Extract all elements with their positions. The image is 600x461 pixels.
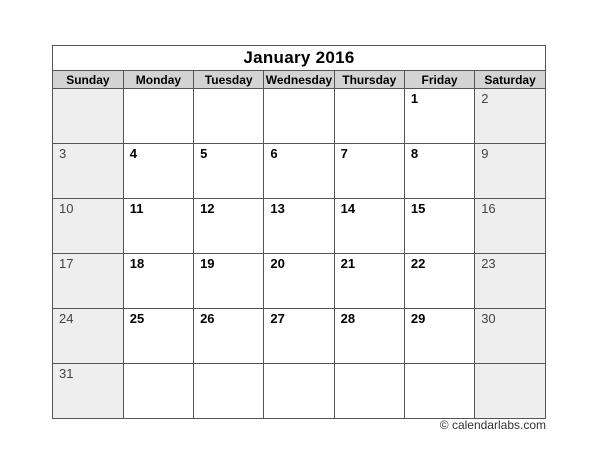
day-number: 17 bbox=[59, 256, 74, 271]
day-cell bbox=[53, 89, 123, 144]
week-row bbox=[53, 89, 545, 144]
day-cell bbox=[194, 309, 264, 364]
weekday-header-tuesday: Tuesday bbox=[194, 71, 264, 89]
day-cell bbox=[123, 309, 193, 364]
calendar-title: January 2016 bbox=[53, 46, 545, 71]
day-cell bbox=[475, 199, 545, 254]
day-cell bbox=[475, 309, 545, 364]
day-number: 20 bbox=[270, 256, 285, 271]
weekday-header-friday: Friday bbox=[404, 71, 474, 89]
day-cell bbox=[475, 364, 545, 419]
day-cell bbox=[475, 89, 545, 144]
day-number: 22 bbox=[410, 256, 426, 271]
day-number bbox=[194, 364, 263, 366]
day-cell bbox=[264, 89, 334, 144]
day-cell bbox=[404, 89, 474, 144]
weekday-header-monday: Monday bbox=[123, 71, 193, 89]
day-cell bbox=[123, 254, 193, 309]
day-cell bbox=[334, 364, 404, 419]
day-cell bbox=[404, 364, 474, 419]
day-number bbox=[335, 364, 404, 366]
week-row bbox=[53, 364, 545, 419]
day-cell bbox=[123, 364, 193, 419]
day-cell bbox=[264, 254, 334, 309]
day-cell bbox=[264, 144, 334, 199]
calendar bbox=[52, 45, 546, 419]
day-number: 11 bbox=[129, 201, 144, 216]
day-cell bbox=[53, 364, 123, 419]
day-number: 28 bbox=[340, 311, 356, 326]
day-number: 7 bbox=[340, 146, 348, 161]
day-number: 9 bbox=[481, 146, 489, 161]
day-number: 14 bbox=[340, 201, 356, 216]
day-cell bbox=[334, 254, 404, 309]
day-number: 18 bbox=[129, 256, 145, 271]
day-cell bbox=[404, 199, 474, 254]
day-cell bbox=[123, 199, 193, 254]
day-cell bbox=[334, 89, 404, 144]
day-number: 13 bbox=[270, 201, 285, 216]
day-number: 15 bbox=[410, 201, 426, 216]
day-number: 5 bbox=[200, 146, 208, 161]
copyright-footer: © calendarlabs.com bbox=[439, 418, 546, 432]
day-number: 3 bbox=[59, 146, 67, 161]
day-number: 10 bbox=[59, 201, 74, 216]
day-number bbox=[335, 89, 404, 91]
day-number: 19 bbox=[200, 256, 215, 271]
day-cell bbox=[334, 199, 404, 254]
day-number: 25 bbox=[129, 311, 145, 326]
day-cell bbox=[194, 254, 264, 309]
day-number: 23 bbox=[481, 256, 496, 271]
day-cell bbox=[53, 144, 123, 199]
day-number: 8 bbox=[410, 146, 419, 161]
day-cell bbox=[53, 309, 123, 364]
day-cell bbox=[264, 199, 334, 254]
day-number: 27 bbox=[270, 311, 285, 326]
day-cell bbox=[194, 89, 264, 144]
day-number: 12 bbox=[200, 201, 215, 216]
day-cell bbox=[334, 309, 404, 364]
day-cell bbox=[334, 144, 404, 199]
day-number: 31 bbox=[59, 366, 74, 381]
day-cell bbox=[475, 254, 545, 309]
day-cell bbox=[123, 89, 193, 144]
day-cell bbox=[194, 199, 264, 254]
day-number: 1 bbox=[410, 91, 419, 106]
day-cell bbox=[404, 144, 474, 199]
day-cell bbox=[404, 254, 474, 309]
day-cell bbox=[194, 144, 264, 199]
weekday-header-saturday: Saturday bbox=[475, 71, 545, 89]
week-row bbox=[53, 309, 545, 364]
weekday-header-sunday: Sunday bbox=[53, 71, 123, 89]
day-number bbox=[194, 89, 263, 91]
weekday-header-thursday: Thursday bbox=[334, 71, 404, 89]
day-cell bbox=[194, 364, 264, 419]
day-cell bbox=[53, 199, 123, 254]
day-number: 16 bbox=[481, 201, 496, 216]
day-number bbox=[264, 89, 333, 91]
day-number: 26 bbox=[200, 311, 215, 326]
day-number: 4 bbox=[129, 146, 138, 161]
day-cell bbox=[53, 254, 123, 309]
day-number: 30 bbox=[481, 311, 496, 326]
week-row bbox=[53, 199, 545, 254]
week-row bbox=[53, 254, 545, 309]
day-number: 21 bbox=[340, 256, 356, 271]
calendar-grid bbox=[53, 71, 545, 418]
day-number bbox=[124, 364, 193, 366]
day-number: 6 bbox=[270, 146, 278, 161]
day-number bbox=[124, 89, 193, 91]
day-cell bbox=[123, 144, 193, 199]
weekday-header-wednesday: Wednesday bbox=[265, 72, 333, 87]
day-cell bbox=[264, 309, 334, 364]
day-number bbox=[405, 364, 474, 366]
day-cell bbox=[475, 144, 545, 199]
day-number: 24 bbox=[59, 311, 74, 326]
day-number bbox=[264, 364, 333, 366]
day-cell bbox=[264, 364, 334, 419]
day-number: 2 bbox=[481, 91, 489, 106]
day-number bbox=[475, 364, 545, 366]
weekday-header-row bbox=[53, 71, 545, 89]
day-number: 29 bbox=[410, 311, 426, 326]
week-row bbox=[53, 144, 545, 199]
day-number bbox=[53, 89, 123, 91]
day-cell bbox=[404, 309, 474, 364]
